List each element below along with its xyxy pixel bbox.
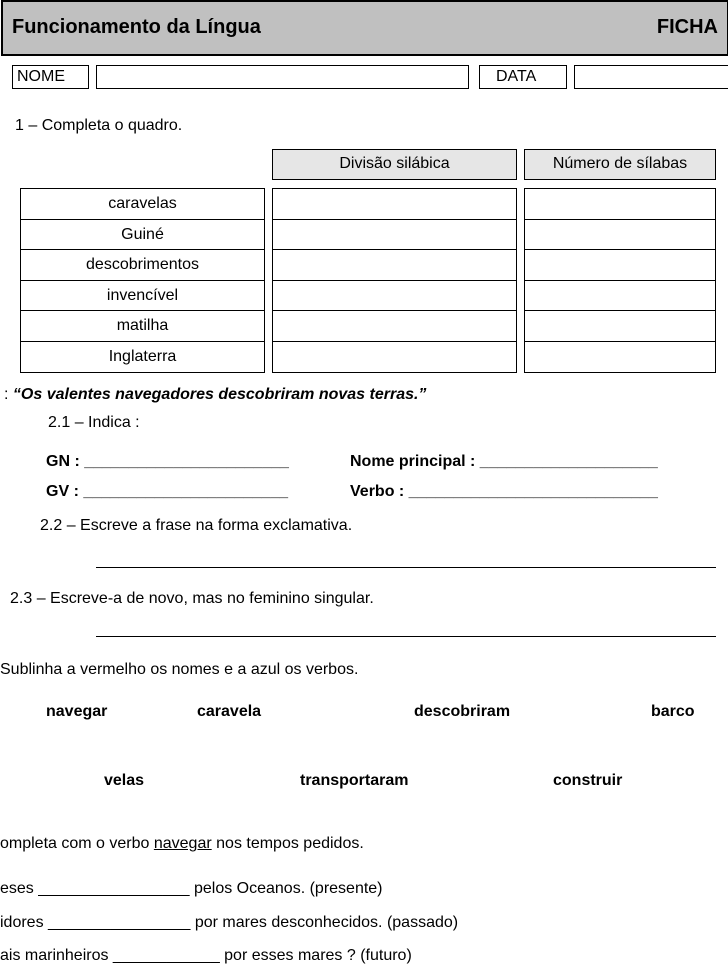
- q23-answer-line[interactable]: [96, 636, 716, 637]
- name-label: NOME: [12, 65, 89, 89]
- ex4-instruction-post: nos tempos pedidos.: [216, 835, 364, 852]
- table-word-cell: matilha: [20, 310, 265, 342]
- ex4-line-future[interactable]: ais marinheiros ____________ por esses mares ? (futuro): [0, 947, 412, 964]
- syllable-count-input[interactable]: [524, 188, 716, 220]
- worksheet-title: Funcionamento da Língua: [12, 16, 261, 38]
- ex2-sentence: [4, 386, 426, 404]
- q21-label: 2.1 – Indica :: [48, 414, 140, 431]
- syllable-division-input[interactable]: [272, 310, 517, 342]
- gn-field[interactable]: GN : _______________________: [46, 453, 289, 470]
- ex4-line-present[interactable]: eses _________________ pelos Oceanos. (presente): [0, 880, 383, 897]
- ficha-label: FICHA: [656, 16, 718, 38]
- ex2-sentence-prefix: :: [4, 386, 9, 403]
- syllable-division-input[interactable]: [272, 280, 517, 312]
- ex2-sentence-text: “Os valentes navegadores descobriram novas terras.”: [12, 386, 427, 403]
- syllable-count-input[interactable]: [524, 249, 716, 281]
- date-label: DATA: [479, 65, 567, 89]
- gv-field[interactable]: GV : _______________________: [46, 483, 288, 500]
- column-header-syllable-division: Divisão silábica: [272, 149, 517, 180]
- ex4-instruction: [0, 835, 364, 853]
- name-field[interactable]: [96, 65, 469, 89]
- word-barco[interactable]: barco: [651, 703, 695, 720]
- ex4-instruction-pre: ompleta com o verbo: [0, 835, 150, 852]
- word-caravela[interactable]: caravela: [197, 703, 262, 720]
- word-descobriram[interactable]: descobriram: [414, 703, 511, 720]
- syllable-division-input[interactable]: [272, 249, 517, 281]
- date-field[interactable]: [574, 65, 728, 89]
- table-word-cell: Inglaterra: [20, 341, 265, 373]
- table-word-cell: Guiné: [20, 219, 265, 251]
- column-header-syllable-count: Número de sílabas: [524, 149, 716, 180]
- ex4-instruction-verb: navegar: [153, 835, 212, 852]
- syllable-count-input[interactable]: [524, 219, 716, 251]
- syllable-count-input[interactable]: [524, 280, 716, 312]
- syllable-count-input[interactable]: [524, 341, 716, 373]
- q23-label: 2.3 – Escreve-a de novo, mas no feminino singular.: [10, 590, 374, 607]
- nome-principal-field[interactable]: Nome principal : ____________________: [350, 453, 658, 470]
- ex4-line-past[interactable]: idores ________________ por mares desconhecidos. (passado): [0, 914, 459, 931]
- syllable-count-input[interactable]: [524, 310, 716, 342]
- q22-label: 2.2 – Escreve a frase na forma exclamativa.: [40, 517, 353, 534]
- table-word-cell: caravelas: [20, 188, 265, 220]
- word-navegar[interactable]: navegar: [46, 703, 108, 720]
- verbo-field[interactable]: Verbo : ____________________________: [350, 483, 658, 500]
- word-transportaram[interactable]: transportaram: [300, 772, 409, 789]
- syllable-division-input[interactable]: [272, 188, 517, 220]
- q22-answer-line[interactable]: [96, 567, 716, 568]
- syllable-division-input[interactable]: [272, 219, 517, 251]
- word-velas[interactable]: velas: [104, 772, 145, 789]
- syllable-division-input[interactable]: [272, 341, 517, 373]
- ex3-instruction: Sublinha a vermelho os nomes e a azul os verbos.: [0, 661, 359, 678]
- ex1-instruction: 1 – Completa o quadro.: [15, 117, 183, 134]
- word-construir[interactable]: construir: [553, 772, 623, 789]
- table-word-cell: invencível: [20, 280, 265, 312]
- table-word-cell: descobrimentos: [20, 249, 265, 281]
